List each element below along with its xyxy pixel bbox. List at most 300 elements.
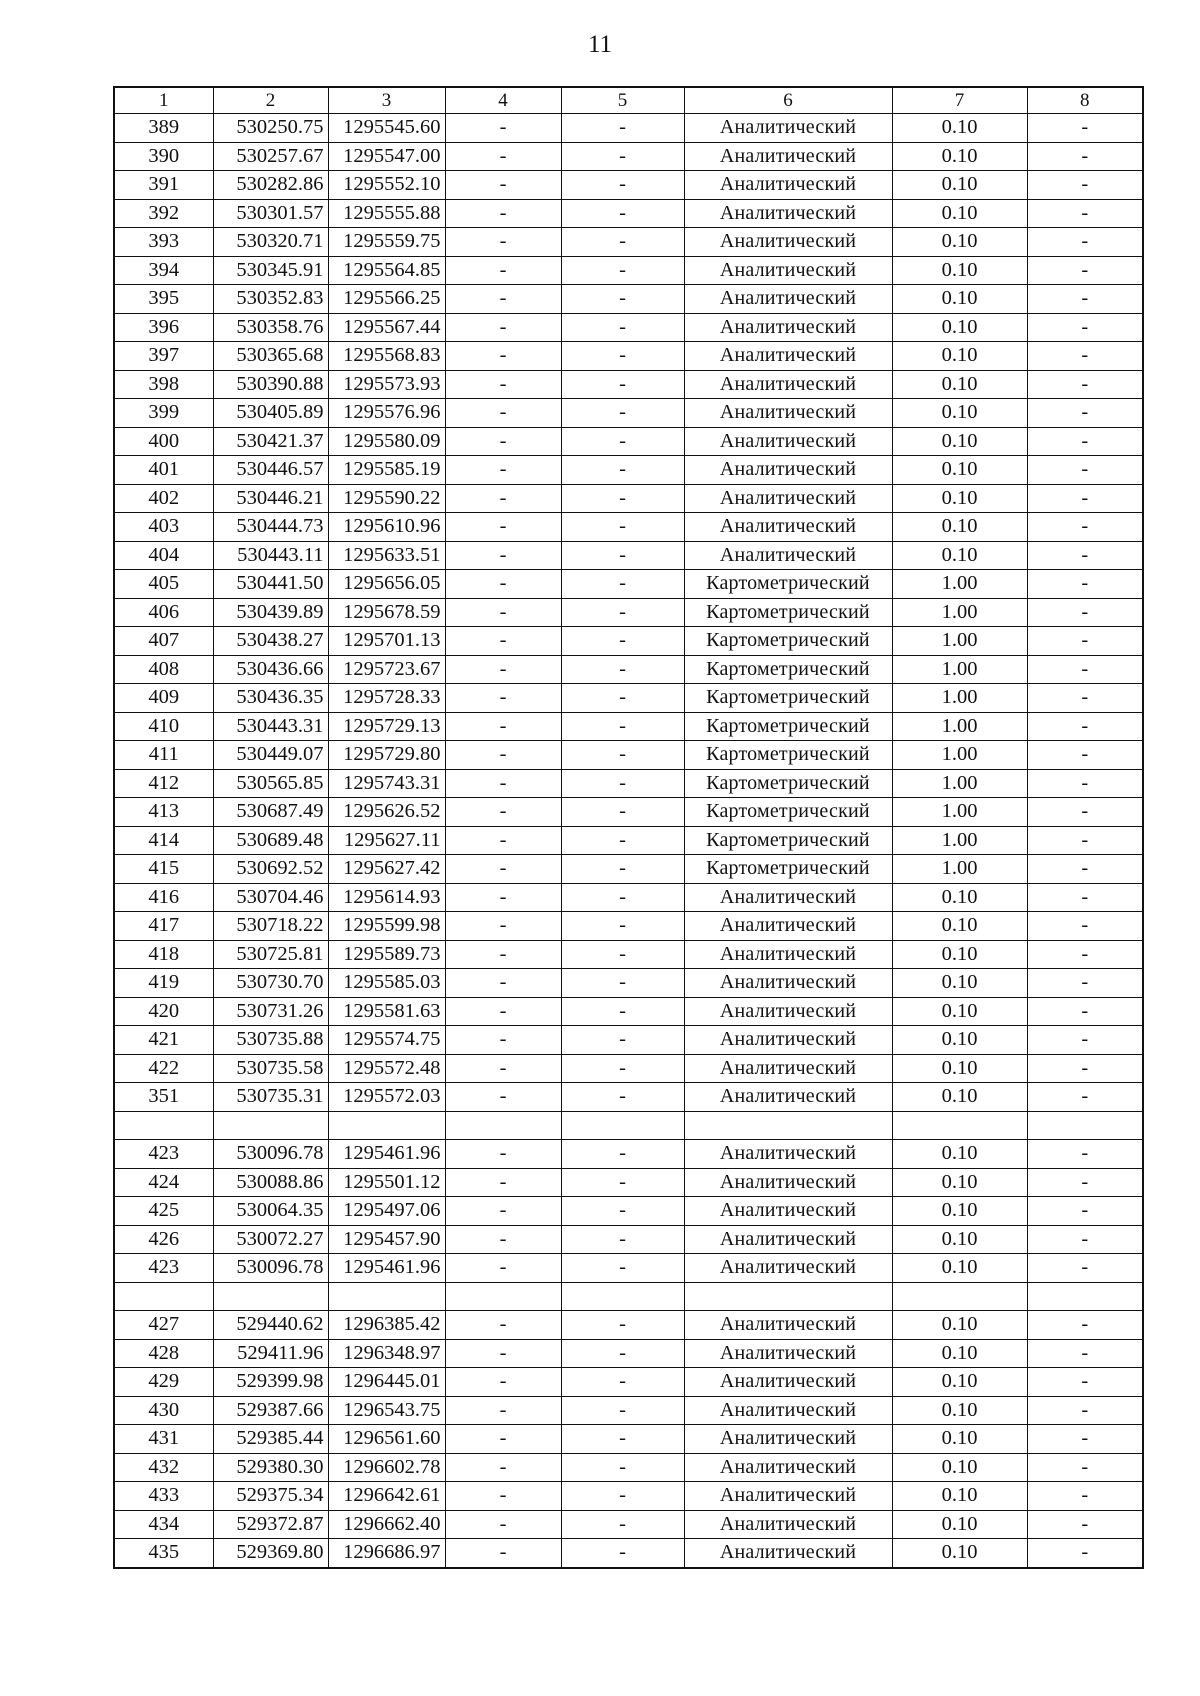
table-row [114,114,1143,143]
cell-col-8: - [1027,1197,1143,1226]
cell-method: Картометрический [684,855,892,884]
cell-col-4: - [445,1482,561,1511]
cell-col-8: - [1027,570,1143,599]
cell-point-number: 428 [114,1339,213,1368]
cell-col-4: - [445,940,561,969]
cell-col-8: - [1027,1140,1143,1169]
table-row [114,1539,1143,1568]
cell-col-4: - [445,655,561,684]
cell-point-number: 413 [114,798,213,827]
cell-col-8: - [1027,627,1143,656]
cell-method: Аналитический [684,256,892,285]
cell-point-number: 435 [114,1539,213,1568]
cell-accuracy: 0.10 [892,1083,1027,1112]
column-header-1: 1 [114,87,213,114]
cell-y-coordinate: 1295743.31 [328,769,445,798]
cell-point-number: 430 [114,1396,213,1425]
cell-x-coordinate: 530320.71 [213,228,328,257]
cell-point-number: 419 [114,969,213,998]
cell-accuracy: 0.10 [892,456,1027,485]
cell-point-number: 390 [114,142,213,171]
cell-method: Картометрический [684,570,892,599]
cell-col-5: - [561,1225,684,1254]
table-row [114,1311,1143,1340]
cell-point-number: 417 [114,912,213,941]
cell-col-5: - [561,741,684,770]
cell-point-number: 406 [114,598,213,627]
cell-x-coordinate: 530692.52 [213,855,328,884]
table-row [114,541,1143,570]
cell-y-coordinate: 1295614.93 [328,883,445,912]
cell-method: Картометрический [684,627,892,656]
cell-accuracy: 1.00 [892,769,1027,798]
cell-method: Аналитический [684,285,892,314]
cell-x-coordinate [213,1111,328,1140]
cell-accuracy: 0.10 [892,142,1027,171]
cell-accuracy: 0.10 [892,541,1027,570]
cell-method: Аналитический [684,1054,892,1083]
cell-col-4: - [445,1225,561,1254]
cell-accuracy: 0.10 [892,1453,1027,1482]
column-header-6: 6 [684,87,892,114]
table-row [114,1339,1143,1368]
cell-col-8: - [1027,1482,1143,1511]
cell-accuracy: 0.10 [892,484,1027,513]
cell-accuracy: 0.10 [892,912,1027,941]
cell-x-coordinate: 530436.66 [213,655,328,684]
cell-accuracy: 0.10 [892,1368,1027,1397]
cell-x-coordinate [213,1282,328,1311]
cell-accuracy: 0.10 [892,513,1027,542]
cell-col-5: - [561,1482,684,1511]
cell-col-5: - [561,142,684,171]
cell-y-coordinate: 1296385.42 [328,1311,445,1340]
cell-y-coordinate: 1295552.10 [328,171,445,200]
cell-col-4: - [445,313,561,342]
cell-accuracy: 1.00 [892,798,1027,827]
cell-x-coordinate: 530565.85 [213,769,328,798]
cell-col-4: - [445,1254,561,1283]
table-row [114,969,1143,998]
cell-point-number: 396 [114,313,213,342]
cell-point-number: 408 [114,655,213,684]
cell-method: Аналитический [684,1425,892,1454]
cell-method: Аналитический [684,1140,892,1169]
cell-accuracy: 0.10 [892,1539,1027,1568]
cell-y-coordinate: 1296602.78 [328,1453,445,1482]
cell-col-4: - [445,513,561,542]
cell-method: Аналитический [684,1368,892,1397]
cell-y-coordinate: 1295589.73 [328,940,445,969]
cell-col-4: - [445,1510,561,1539]
cell-accuracy: 1.00 [892,684,1027,713]
cell-x-coordinate: 530301.57 [213,199,328,228]
cell-col-4: - [445,570,561,599]
cell-col-5: - [561,370,684,399]
table-row [114,484,1143,513]
table-body [114,114,1143,1568]
table-row [114,399,1143,428]
column-header-2: 2 [213,87,328,114]
cell-x-coordinate: 530438.27 [213,627,328,656]
cell-y-coordinate: 1295567.44 [328,313,445,342]
table-row [114,1197,1143,1226]
table-row [114,1510,1143,1539]
cell-col-4: - [445,883,561,912]
table-separator-row [114,1282,1143,1311]
cell-col-5: - [561,1396,684,1425]
cell-col-8: - [1027,1254,1143,1283]
cell-method: Аналитический [684,1083,892,1112]
cell-col-5: - [561,1083,684,1112]
cell-x-coordinate: 530443.31 [213,712,328,741]
cell-col-4: - [445,1453,561,1482]
cell-y-coordinate: 1295497.06 [328,1197,445,1226]
column-header-8: 8 [1027,87,1143,114]
cell-x-coordinate: 530730.70 [213,969,328,998]
cell-point-number: 395 [114,285,213,314]
cell-accuracy: 0.10 [892,1396,1027,1425]
cell-col-8: - [1027,712,1143,741]
table-row [114,199,1143,228]
cell-col-4: - [445,399,561,428]
cell-y-coordinate [328,1282,445,1311]
cell-col-4: - [445,598,561,627]
cell-accuracy: 0.10 [892,285,1027,314]
table-row [114,1225,1143,1254]
table-row [114,741,1143,770]
cell-point-number: 398 [114,370,213,399]
cell-col-4: - [445,684,561,713]
table-row [114,142,1143,171]
cell-method: Картометрический [684,798,892,827]
cell-x-coordinate: 530345.91 [213,256,328,285]
cell-x-coordinate: 529369.80 [213,1539,328,1568]
cell-col-5: - [561,826,684,855]
cell-method: Аналитический [684,1026,892,1055]
table-row [114,826,1143,855]
cell-col-5: - [561,171,684,200]
cell-point-number: 392 [114,199,213,228]
cell-method: Аналитический [684,1225,892,1254]
cell-accuracy: 1.00 [892,826,1027,855]
cell-col-8: - [1027,1510,1143,1539]
cell-col-4: - [445,1311,561,1340]
cell-col-5: - [561,1425,684,1454]
cell-col-4: - [445,114,561,143]
cell-point-number: 420 [114,997,213,1026]
cell-method: Картометрический [684,655,892,684]
cell-col-4 [445,1282,561,1311]
cell-accuracy: 0.10 [892,969,1027,998]
cell-y-coordinate: 1295581.63 [328,997,445,1026]
cell-col-4: - [445,769,561,798]
cell-point-number: 423 [114,1140,213,1169]
cell-accuracy: 0.10 [892,1510,1027,1539]
cell-y-coordinate: 1295678.59 [328,598,445,627]
cell-col-4: - [445,1339,561,1368]
cell-x-coordinate: 530088.86 [213,1168,328,1197]
cell-x-coordinate: 530257.67 [213,142,328,171]
cell-col-8: - [1027,456,1143,485]
cell-col-5: - [561,1510,684,1539]
cell-col-8: - [1027,1054,1143,1083]
cell-col-5: - [561,969,684,998]
cell-col-8: - [1027,1083,1143,1112]
cell-method: Аналитический [684,1197,892,1226]
cell-point-number [114,1282,213,1311]
cell-y-coordinate: 1295723.67 [328,655,445,684]
cell-accuracy: 0.10 [892,1482,1027,1511]
cell-y-coordinate: 1295574.75 [328,1026,445,1055]
cell-method [684,1282,892,1311]
cell-col-5: - [561,684,684,713]
cell-x-coordinate: 529375.34 [213,1482,328,1511]
cell-accuracy: 0.10 [892,1026,1027,1055]
cell-point-number: 425 [114,1197,213,1226]
cell-y-coordinate: 1295585.19 [328,456,445,485]
cell-col-4: - [445,1168,561,1197]
cell-col-5: - [561,114,684,143]
cell-y-coordinate: 1295559.75 [328,228,445,257]
cell-accuracy: 0.10 [892,940,1027,969]
cell-x-coordinate: 530444.73 [213,513,328,542]
cell-col-5: - [561,484,684,513]
cell-col-8 [1027,1111,1143,1140]
table-row [114,285,1143,314]
cell-col-5: - [561,313,684,342]
cell-col-4: - [445,1026,561,1055]
cell-point-number: 405 [114,570,213,599]
cell-col-4: - [445,1054,561,1083]
table-row [114,570,1143,599]
cell-method: Аналитический [684,1453,892,1482]
cell-col-8: - [1027,1225,1143,1254]
cell-col-5: - [561,570,684,599]
cell-method: Картометрический [684,598,892,627]
cell-col-5: - [561,855,684,884]
cell-accuracy: 0.10 [892,313,1027,342]
cell-y-coordinate: 1295626.52 [328,798,445,827]
cell-col-8: - [1027,427,1143,456]
cell-method: Картометрический [684,769,892,798]
cell-col-5: - [561,256,684,285]
cell-point-number: 418 [114,940,213,969]
cell-y-coordinate: 1295461.96 [328,1140,445,1169]
cell-col-8: - [1027,1425,1143,1454]
cell-method: Картометрический [684,741,892,770]
table-row [114,997,1143,1026]
cell-accuracy: 0.10 [892,114,1027,143]
cell-accuracy: 0.10 [892,427,1027,456]
cell-x-coordinate: 530096.78 [213,1140,328,1169]
cell-col-5: - [561,427,684,456]
cell-col-8: - [1027,1168,1143,1197]
table-row [114,1054,1143,1083]
cell-col-8: - [1027,769,1143,798]
cell-method: Аналитический [684,171,892,200]
cell-col-5: - [561,199,684,228]
table-row [114,769,1143,798]
cell-col-8: - [1027,171,1143,200]
cell-accuracy: 1.00 [892,627,1027,656]
table-header [114,87,1143,114]
cell-accuracy: 0.10 [892,342,1027,371]
cell-accuracy: 0.10 [892,1197,1027,1226]
cell-method: Аналитический [684,1396,892,1425]
cell-method: Аналитический [684,513,892,542]
cell-y-coordinate: 1296561.60 [328,1425,445,1454]
cell-col-5: - [561,1197,684,1226]
cell-col-4: - [445,456,561,485]
table-row [114,940,1143,969]
page-number: 11 [587,31,613,58]
cell-col-8: - [1027,484,1143,513]
cell-col-5: - [561,1368,684,1397]
cell-col-4: - [445,826,561,855]
cell-y-coordinate: 1295701.13 [328,627,445,656]
cell-method: Аналитический [684,427,892,456]
cell-method: Аналитический [684,1339,892,1368]
table-row [114,1026,1143,1055]
cell-method: Аналитический [684,199,892,228]
cell-point-number: 423 [114,1254,213,1283]
cell-y-coordinate: 1295572.03 [328,1083,445,1112]
cell-col-5: - [561,940,684,969]
cell-y-coordinate: 1295599.98 [328,912,445,941]
cell-y-coordinate: 1296543.75 [328,1396,445,1425]
cell-y-coordinate: 1295627.42 [328,855,445,884]
cell-method: Аналитический [684,1254,892,1283]
cell-accuracy [892,1111,1027,1140]
cell-col-5: - [561,883,684,912]
cell-col-4: - [445,256,561,285]
table-separator-row [114,1111,1143,1140]
column-header-5: 5 [561,87,684,114]
cell-col-8: - [1027,826,1143,855]
cell-col-5: - [561,541,684,570]
cell-y-coordinate: 1295545.60 [328,114,445,143]
cell-col-5: - [561,1254,684,1283]
cell-x-coordinate: 530282.86 [213,171,328,200]
cell-y-coordinate: 1295729.13 [328,712,445,741]
cell-x-coordinate: 530405.89 [213,399,328,428]
cell-point-number: 424 [114,1168,213,1197]
cell-x-coordinate: 530096.78 [213,1254,328,1283]
cell-col-8 [1027,1282,1143,1311]
cell-method [684,1111,892,1140]
cell-col-8: - [1027,370,1143,399]
cell-x-coordinate: 529372.87 [213,1510,328,1539]
cell-method: Аналитический [684,228,892,257]
table-row [114,171,1143,200]
cell-col-5 [561,1282,684,1311]
cell-y-coordinate: 1296348.97 [328,1339,445,1368]
cell-x-coordinate: 530250.75 [213,114,328,143]
table-row [114,655,1143,684]
cell-point-number: 410 [114,712,213,741]
cell-col-4: - [445,627,561,656]
cell-method: Аналитический [684,912,892,941]
cell-method: Аналитический [684,1539,892,1568]
cell-y-coordinate: 1295585.03 [328,969,445,998]
cell-col-8: - [1027,256,1143,285]
cell-col-5: - [561,1453,684,1482]
table-row [114,1453,1143,1482]
table-row [114,627,1143,656]
cell-x-coordinate: 530704.46 [213,883,328,912]
table-row [114,598,1143,627]
cell-col-8: - [1027,513,1143,542]
cell-col-8: - [1027,399,1143,428]
cell-x-coordinate: 530731.26 [213,997,328,1026]
cell-accuracy: 0.10 [892,883,1027,912]
cell-col-4: - [445,997,561,1026]
cell-x-coordinate: 530689.48 [213,826,328,855]
cell-col-8: - [1027,1453,1143,1482]
cell-accuracy: 0.10 [892,1311,1027,1340]
cell-y-coordinate: 1295573.93 [328,370,445,399]
column-header-4: 4 [445,87,561,114]
cell-point-number: 431 [114,1425,213,1454]
cell-col-4: - [445,855,561,884]
cell-point-number: 416 [114,883,213,912]
cell-y-coordinate: 1295576.96 [328,399,445,428]
cell-point-number: 412 [114,769,213,798]
cell-y-coordinate: 1296662.40 [328,1510,445,1539]
cell-method: Аналитический [684,1311,892,1340]
table-row [114,1140,1143,1169]
cell-col-5: - [561,399,684,428]
cell-col-4: - [445,1083,561,1112]
cell-accuracy: 0.10 [892,228,1027,257]
cell-accuracy: 0.10 [892,1168,1027,1197]
cell-x-coordinate: 530352.83 [213,285,328,314]
cell-y-coordinate: 1295580.09 [328,427,445,456]
cell-col-4: - [445,199,561,228]
cell-col-4: - [445,1539,561,1568]
cell-accuracy: 0.10 [892,171,1027,200]
table-row [114,1368,1143,1397]
cell-col-5: - [561,1168,684,1197]
cell-col-5: - [561,228,684,257]
cell-method: Аналитический [684,969,892,998]
cell-point-number: 397 [114,342,213,371]
cell-point-number: 411 [114,741,213,770]
cell-col-5: - [561,1339,684,1368]
cell-y-coordinate: 1295633.51 [328,541,445,570]
cell-x-coordinate: 529380.30 [213,1453,328,1482]
cell-method: Аналитический [684,142,892,171]
cell-col-4: - [445,798,561,827]
cell-y-coordinate: 1295572.48 [328,1054,445,1083]
cell-point-number: 402 [114,484,213,513]
cell-y-coordinate: 1295564.85 [328,256,445,285]
table-row [114,313,1143,342]
cell-method: Аналитический [684,1168,892,1197]
cell-point-number: 429 [114,1368,213,1397]
cell-x-coordinate: 530358.76 [213,313,328,342]
cell-y-coordinate: 1295461.96 [328,1254,445,1283]
cell-x-coordinate: 529385.44 [213,1425,328,1454]
cell-accuracy: 1.00 [892,855,1027,884]
column-header-3: 3 [328,87,445,114]
cell-x-coordinate: 530718.22 [213,912,328,941]
cell-col-5: - [561,997,684,1026]
cell-col-8: - [1027,285,1143,314]
table-row [114,1168,1143,1197]
cell-col-8: - [1027,997,1143,1026]
